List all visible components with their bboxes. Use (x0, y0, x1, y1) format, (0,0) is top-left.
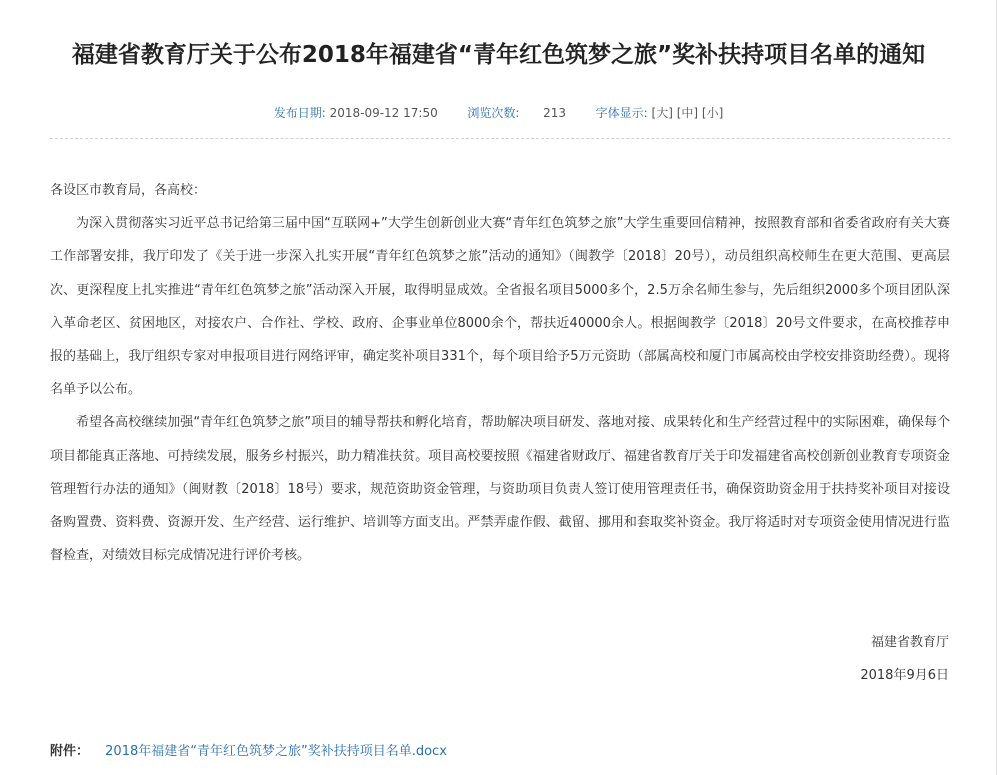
body-paragraph-1: 为深入贯彻落实习近平总书记给第三届中国“互联网+”大学生创新创业大赛“青年红色筑梦之旅”大学生重要回信精神，按照教育部和省委省政府有关大赛工作部署安排，我厅印发了《关于进一步深入扎实开展“青年红色筑梦之旅”活动的通知》（闽教学〔2018〕20号），动员组织高校师生在更大范围、更高层次、更深程度上扎实推进“青年红色筑梦之旅”活动深入开展，取得明显成效。全省报名项目5000多个，2.5万余名师生参与，先后组织2000多个项目团队深入革命老区、贫困地区，对接农户、合作社、学校、政府、企事业单位8000余个，帮扶近40000余人。根据闽教学〔2018〕20号文件要求，在高校推荐申报的基础上，我厅组织专家对申报项目进行网络评审，确定奖补项目331个，每个项目给予5万元资助（部属高校和厦门市属高校由学校安排资助经费）。现将名单予以公布。 (50, 216, 950, 398)
attachment-link[interactable]: 2018年福建省“青年红色筑梦之旅”奖补扶持项目名单.docx (105, 744, 447, 759)
article-meta (0, 104, 997, 121)
font-size-label: 字体显示: (595, 106, 648, 120)
signature-block (860, 626, 949, 692)
views-count: 213 (543, 106, 566, 120)
article-body (50, 174, 950, 572)
font-medium-button[interactable]: [中] (676, 106, 699, 120)
font-small-button[interactable]: [小] (701, 106, 724, 120)
attachment-row (50, 740, 447, 759)
views-label: 浏览次数: (467, 106, 520, 120)
attachment-label: 附件： (50, 744, 90, 759)
publish-date: 2018-09-12 17:50 (329, 106, 438, 120)
meta-divider (50, 138, 950, 139)
salutation: 各设区市教育局，各高校： (50, 183, 207, 198)
body-paragraph-2: 希望各高校继续加强“青年红色筑梦之旅”项目的辅导帮扶和孵化培育，帮助解决项目研发、落地对接、成果转化和生产经营过程中的实际困难，确保每个项目都能真正落地、可持续发展，服务乡村振兴，助力精准扶贫。项目高校要按照《福建省财政厅、福建省教育厅关于印发福建省高校创新创业教育专项资金管理暂行办法的通知》（闽财教〔2018〕18号）要求，规范资助资金管理，与资助项目负责人签订使用管理责任书，确保资助资金用于扶持奖补项目对接设备购置费、资料费、资源开发、生产经营、运行维护、培训等方面支出。严禁弄虚作假、截留、挪用和套取奖补资金。我厅将适时对专项资金使用情况进行监督检查，对绩效目标完成情况进行评价考核。 (50, 415, 950, 564)
signature-org: 福建省教育厅 (870, 635, 949, 650)
signature-date: 2018年9月6日 (860, 668, 949, 683)
publish-date-label: 发布日期: (273, 106, 326, 120)
font-large-button[interactable]: [大] (651, 106, 673, 120)
article-title: 福建省教育厅关于公布2018年福建省“青年红色筑梦之旅”奖补扶持项目名单的通知 (71, 42, 926, 68)
